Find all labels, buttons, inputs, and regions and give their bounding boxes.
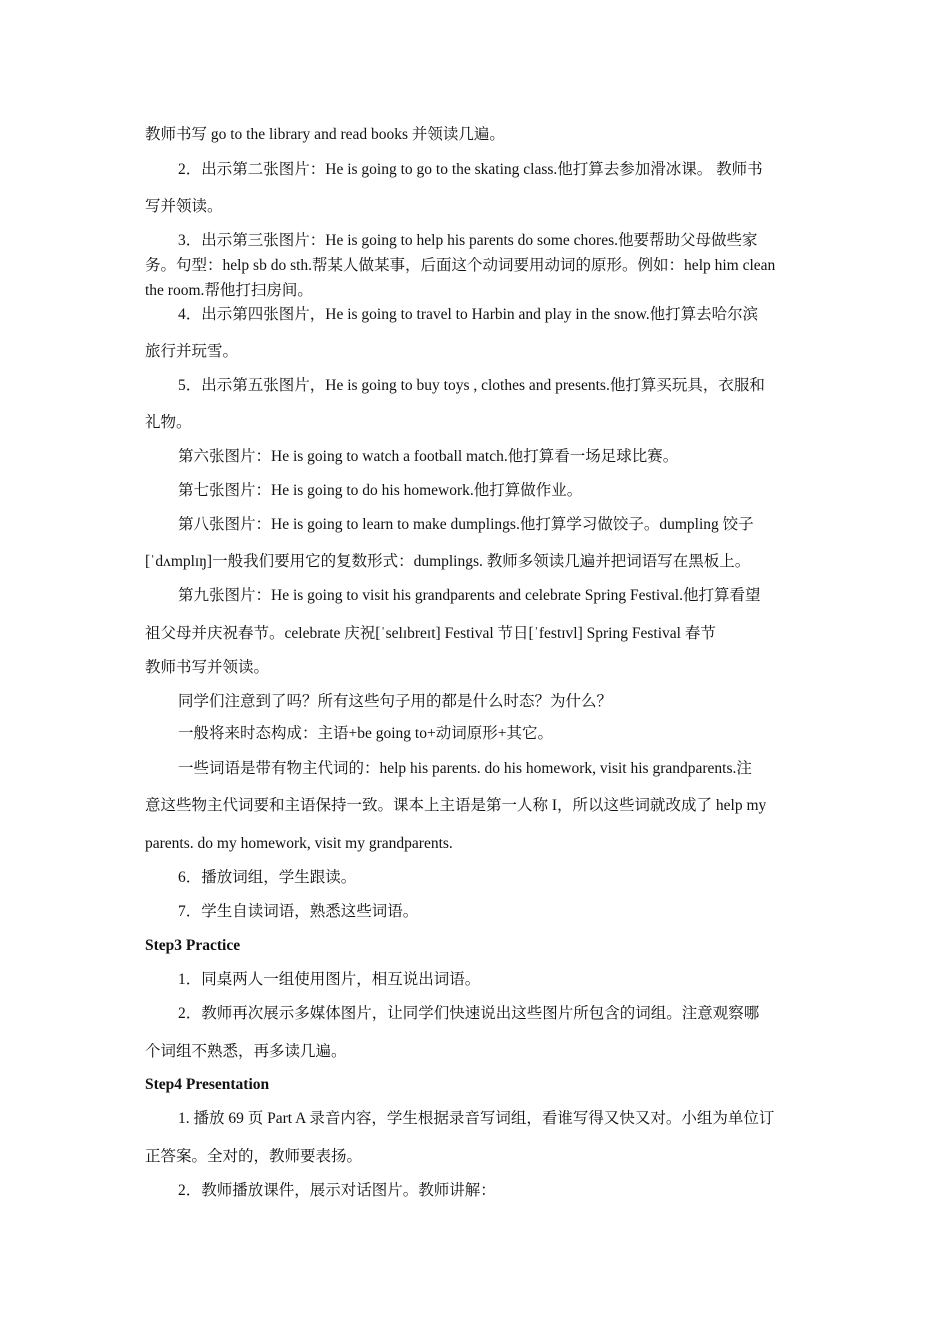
- text-line: 教师书写 go to the library and read books 并领读几遍。: [145, 126, 505, 143]
- text-line: [ˈdʌmplɪŋ]一般我们要用它的复数形式：dumplings. 教师多领读几遍并把词语写在黑板上。: [145, 553, 751, 570]
- text-line: 3．出示第三张图片：He is going to help his parents do some chores.他要帮助父母做些家: [178, 232, 758, 249]
- text-line: 正答案。全对的，教师要表扬。: [145, 1148, 363, 1165]
- text-line: 4．出示第四张图片，He is going to travel to Harbin and play in the snow.他打算去哈尔滨: [178, 306, 759, 323]
- text-line: 务。句型：help sb do sth.帮某人做某事，后面这个动词要用动词的原形。例如：help him clean: [145, 257, 776, 274]
- text-line: the room.帮他打扫房间。: [145, 282, 313, 299]
- text-line: 个词组不熟悉，再多读几遍。: [145, 1043, 347, 1060]
- text-line: 一般将来时态构成：主语+be going to+动词原形+其它。: [178, 725, 553, 742]
- text-line: 同学们注意到了吗？所有这些句子用的都是什么时态？为什么？: [178, 693, 613, 710]
- text-line: 2．出示第二张图片：He is going to go to the skating class.他打算去参加滑冰课。 教师书: [178, 161, 763, 178]
- text-line: 旅行并玩雪。: [145, 343, 239, 360]
- text-line: 1. 播放 69 页 Part A 录音内容，学生根据录音写词组，看谁写得又快又对。小组为单位订: [178, 1110, 775, 1127]
- text-line: 写并领读。: [145, 198, 223, 215]
- text-line: 祖父母并庆祝春节。celebrate 庆祝[ˈselɪbreɪt] Festival 节日[ˈfestɪvl] Spring Festival 春节: [145, 625, 716, 642]
- text-line: 第八张图片：He is going to learn to make dumplings.他打算学习做饺子。dumpling 饺子: [178, 516, 754, 533]
- text-line: 1．同桌两人一组使用图片，相互说出词语。: [178, 971, 481, 988]
- text-line: 一些词语是带有物主代词的：help his parents. do his homework, visit his grandparents.注: [178, 760, 752, 777]
- text-line: parents. do my homework, visit my grandparents.: [145, 835, 453, 852]
- text-line: 教师书写并领读。: [145, 659, 270, 676]
- text-line: 意这些物主代词要和主语保持一致。课本上主语是第一人称 I，所以这些词就改成了 help my: [145, 797, 767, 814]
- text-line: 第六张图片：He is going to watch a football match.他打算看一场足球比赛。: [178, 448, 679, 465]
- text-line: 2．教师播放课件，展示对话图片。教师讲解：: [178, 1182, 496, 1199]
- text-line: 6．播放词组，学生跟读。: [178, 869, 357, 886]
- text-line: 第七张图片：He is going to do his homework.他打算做作业。: [178, 482, 583, 499]
- text-line: 5．出示第五张图片，He is going to buy toys , clothes and presents.他打算买玩具，衣服和: [178, 377, 765, 394]
- text-line: 礼物。: [145, 414, 192, 431]
- section-heading: Step3 Practice: [145, 937, 241, 954]
- text-line: 2．教师再次展示多媒体图片，让同学们快速说出这些图片所包含的词组。注意观察哪: [178, 1005, 760, 1022]
- text-line: 7．学生自读词语，熟悉这些词语。: [178, 903, 419, 920]
- section-heading: Step4 Presentation: [145, 1076, 270, 1093]
- text-line: 第九张图片：He is going to visit his grandparents and celebrate Spring Festival.他打算看望: [178, 587, 761, 604]
